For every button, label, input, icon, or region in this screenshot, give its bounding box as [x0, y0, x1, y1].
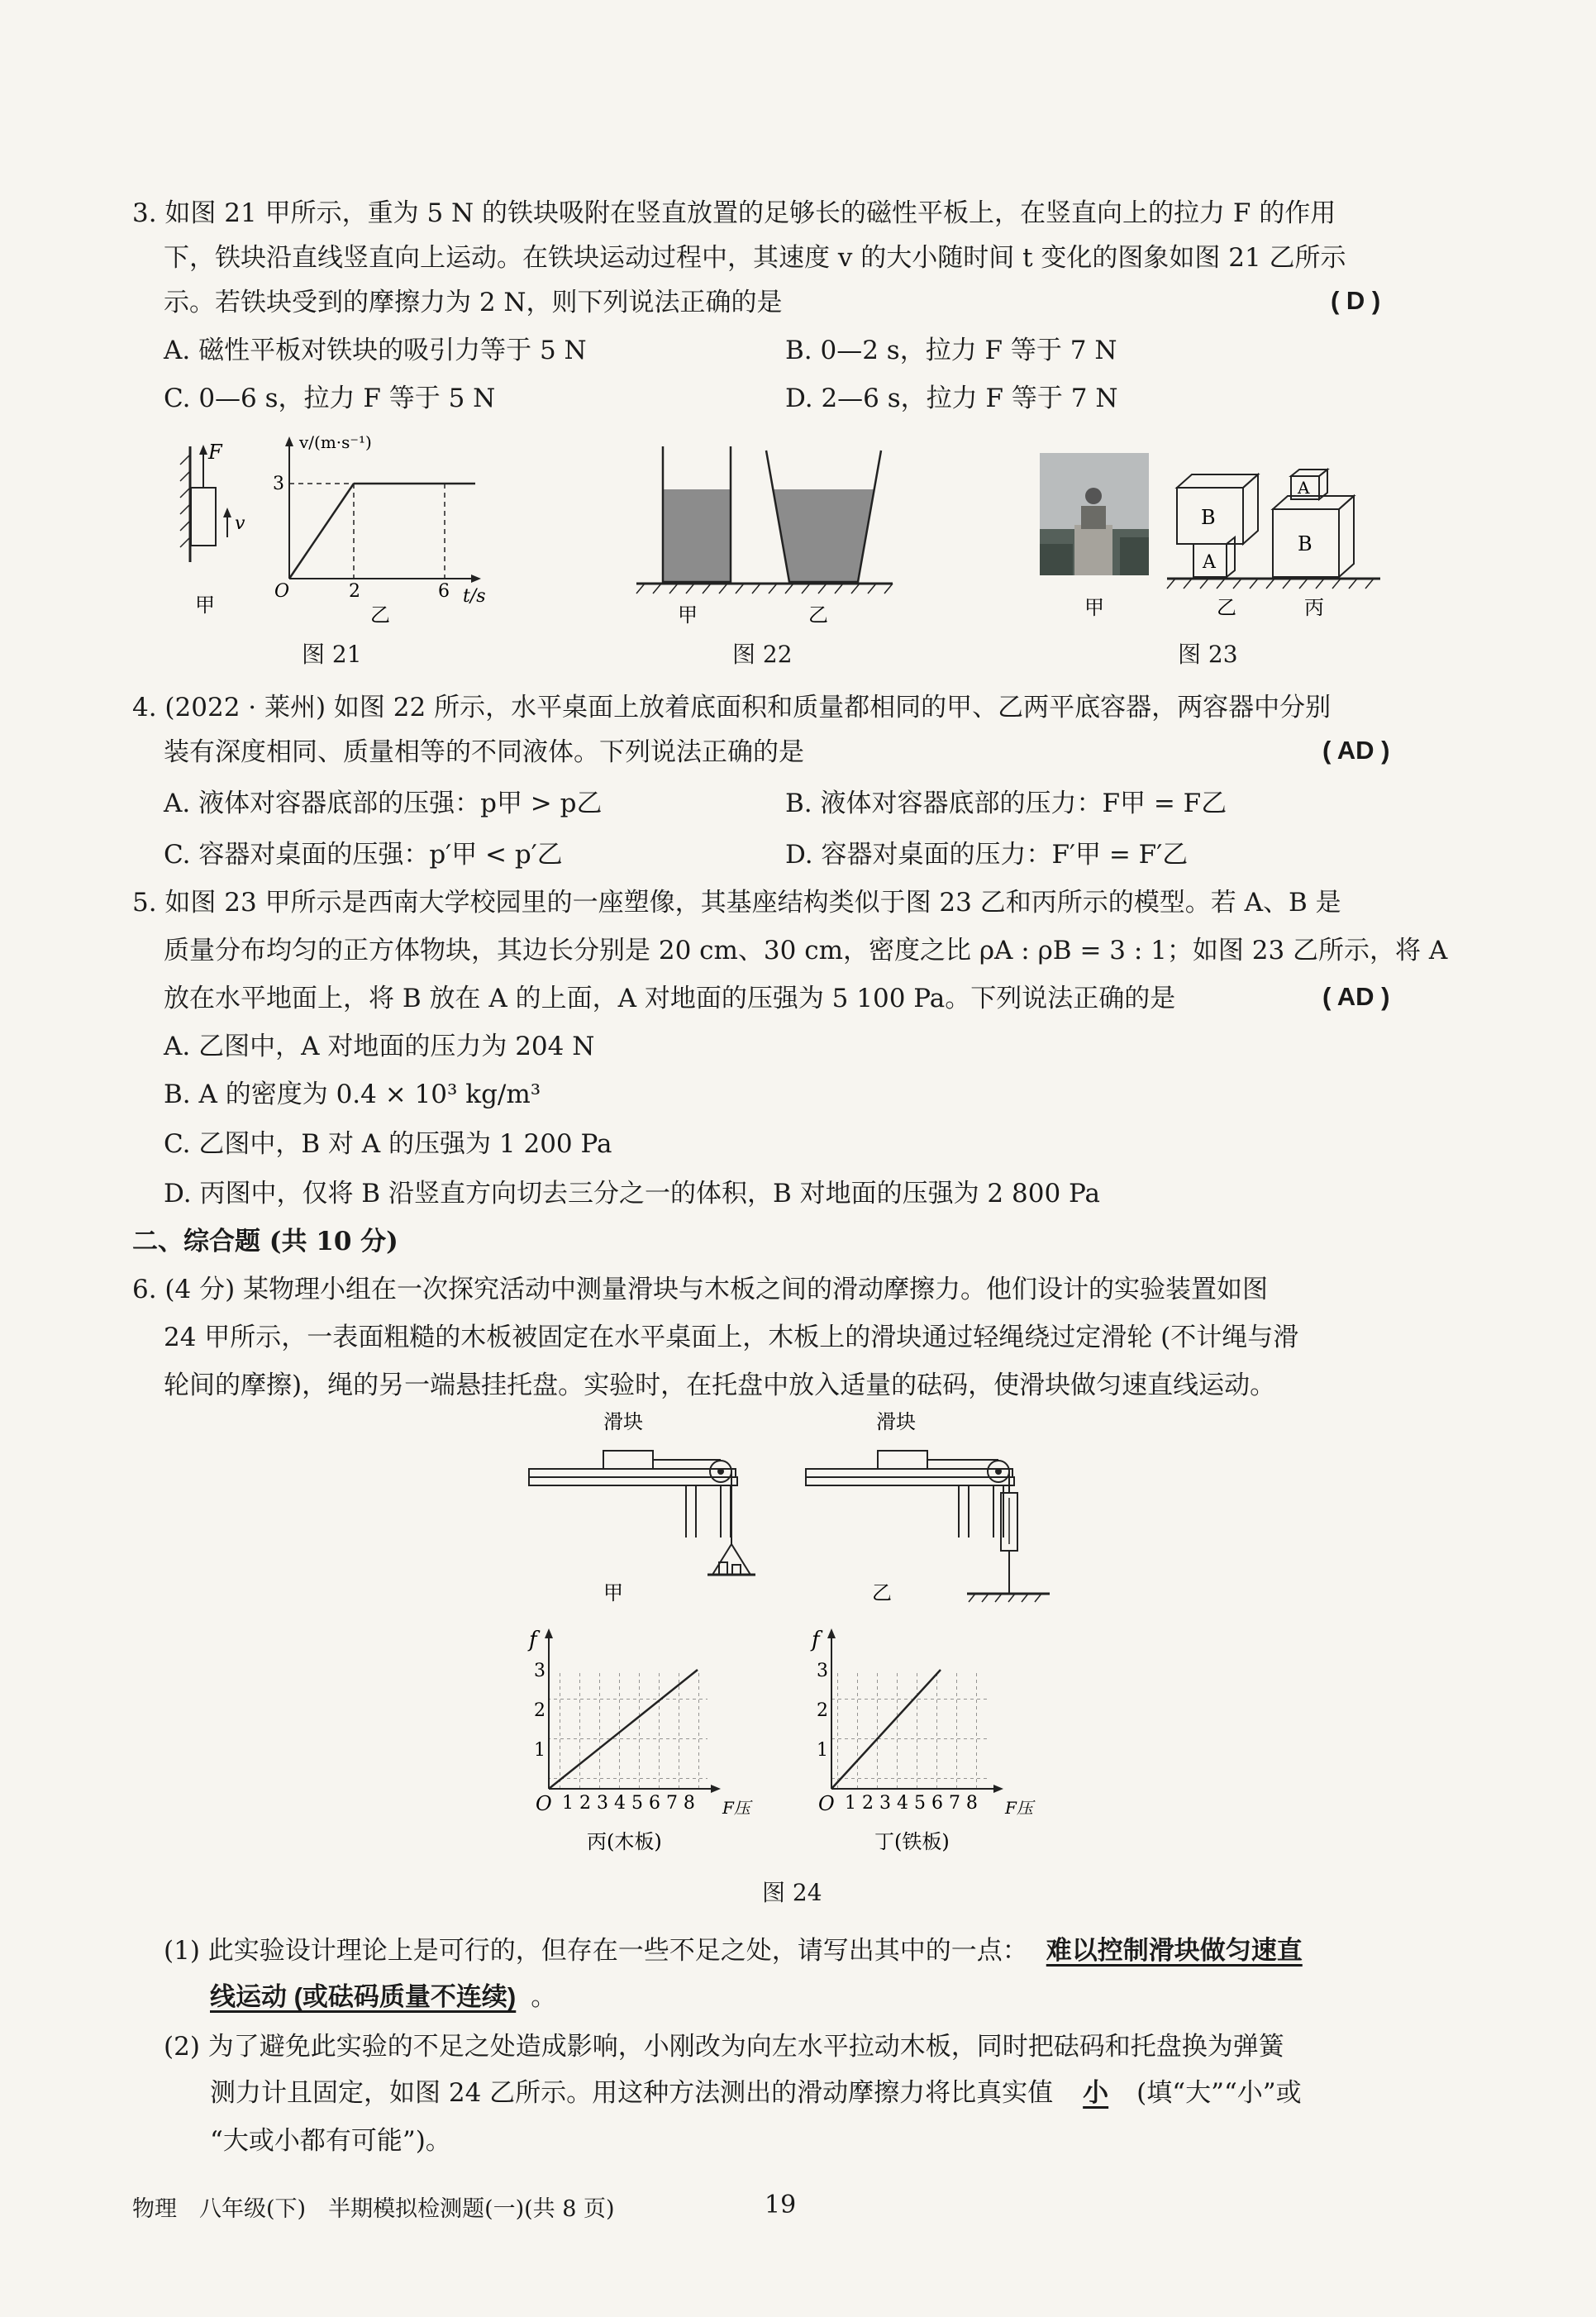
q6-part1-line-1 — [164, 1934, 1303, 1967]
fig24-bing-y3: 3 — [534, 1661, 545, 1681]
fig21-accel-segment — [289, 484, 354, 579]
q6-part2-fill: 小 — [1083, 2078, 1109, 2107]
q6-line-3: 轮间的摩擦)，绳的另一端悬挂托盘。实验时，在托盘中放入适量的砝码，使滑块做匀速直线运动。 — [164, 1371, 1276, 1400]
q4-option-b: B. 液体对容器底部的压力：F甲 = F乙 — [785, 789, 1227, 818]
q6-part2-line-2 — [210, 2076, 1302, 2110]
fig23-yi-label: 乙 — [1217, 596, 1236, 619]
fig24-bing-origin: O — [536, 1792, 552, 1815]
q4-line-2: 装有深度相同、质量相等的不同液体。下列说法正确的是 — [164, 737, 804, 767]
figure-23-caption: 图 23 — [1178, 641, 1238, 668]
fig24-ding-xticks: 1 2 3 4 5 6 7 8 — [845, 1793, 978, 1814]
q6-part1-fill-a: 难以控制滑块做匀速直 — [1046, 1936, 1303, 1965]
q5-option-a: A. 乙图中，A 对地面的压力为 204 N — [164, 1032, 595, 1061]
fig21-y-tick-3: 3 — [273, 474, 284, 494]
q6-part2-line-1: (2) 为了避免此实验的不足之处造成影响，小刚改为向左水平拉动木板，同时把砝码和托盘换为弹簧 — [164, 2032, 1284, 2062]
q6-part1-prefix: (1) 此实验设计理论上是可行的，但存在一些不足之处，请写出其中的一点： — [164, 1936, 1028, 1966]
q3-option-a: A. 磁性平板对铁块的吸引力等于 5 N — [164, 336, 587, 365]
fig24-jia-label: 甲 — [603, 1581, 623, 1604]
q5-line-3: 放在水平地面上，将 B 放在 A 的上面，A 对地面的压强为 5 100 Pa。下列说法正确的是 — [164, 984, 1176, 1013]
q3-line-3: 示。若铁块受到的摩擦力为 2 N，则下列说法正确的是 — [164, 288, 783, 317]
fig21-x-tick-2: 2 — [349, 581, 360, 602]
figure-24-graphs — [521, 1620, 1083, 1860]
fig24-ding-y3: 3 — [817, 1661, 828, 1681]
fig24-bing-y1: 1 — [534, 1740, 545, 1761]
fig23-bing-label: 丙 — [1304, 596, 1324, 619]
statue-photo — [1040, 453, 1149, 575]
q6-part2-prefix: 测力计且固定，如图 24 乙所示。用这种方法测出的滑动摩擦力将比真实值 — [210, 2078, 1054, 2108]
figure-24-apparatus — [521, 1405, 1083, 1604]
fig24-ding-xlabel: F压 — [1005, 1798, 1033, 1818]
fig21-x-axis-label: t/s — [463, 586, 486, 607]
fig24-bing-caption: 丙(木板) — [587, 1830, 662, 1853]
figure-22 — [628, 438, 901, 628]
q5-line-2: 质量分布均匀的正方体物块，其边长分别是 20 cm、30 cm，密度之比 ρA : ρB = 3 : 1；如图 23 乙所示，将 A — [164, 936, 1448, 965]
q6-line-1: 6. (4 分) 某物理小组在一次探究活动中测量滑块与木板之间的滑动摩擦力。他们设计的实验装置如图 — [132, 1275, 1269, 1304]
footer-text: 物理 八年级(下) 半期模拟检测题(一)(共 8 页) — [132, 2196, 615, 2222]
figure-21-caption: 图 21 — [302, 641, 362, 668]
q6-line-2: 24 甲所示，一表面粗糙的木板被固定在水平桌面上，木板上的滑块通过轻绳绕过定滑轮 (不计绳与滑 — [164, 1323, 1299, 1352]
fig21-F-label: F — [208, 441, 222, 464]
q3-answer: ( D ) — [1331, 286, 1381, 315]
fig24-yi-label: 乙 — [872, 1581, 892, 1604]
fig24-bing-xlabel: F压 — [722, 1798, 750, 1818]
q4-line-1: 4. (2022 · 莱州) 如图 22 所示，水平桌面上放着底面积和质量都相同的甲、乙两平底容器，两容器中分别 — [132, 693, 1332, 722]
fig21-v-label: v — [235, 513, 245, 534]
fig24-slider-label-yi: 滑块 — [876, 1410, 916, 1433]
q6-part2-line-3: “大或小都有可能”)。 — [210, 2126, 451, 2156]
fig24-slider-label-jia: 滑块 — [603, 1410, 643, 1433]
q4-option-c: C. 容器对桌面的压强：p′甲 < p′乙 — [164, 840, 563, 870]
q3-option-d: D. 2—6 s，拉力 F 等于 7 N — [785, 384, 1118, 413]
page-number: 19 — [765, 2191, 797, 2219]
fig23-A-bing: A — [1298, 478, 1310, 498]
q4-option-d: D. 容器对桌面的压力：F′甲 = F′乙 — [785, 840, 1189, 870]
q5-option-c: C. 乙图中，B 对 A 的压强为 1 200 Pa — [164, 1129, 612, 1159]
fig24-ding-f-label: f — [812, 1628, 820, 1652]
q6-part1-fill-b: 线运动 (或砝码质量不连续) — [210, 1982, 517, 2011]
fig24-bing-f-label: f — [529, 1628, 537, 1652]
fig21-y-axis-label: v/(m·s⁻¹) — [299, 432, 372, 452]
figure-21 — [165, 430, 512, 628]
q3-option-c: C. 0—6 s，拉力 F 等于 5 N — [164, 384, 496, 413]
fig24-ding-y2: 2 — [817, 1700, 828, 1721]
fig23-B-large: B — [1201, 506, 1216, 529]
fig24-ding-y1: 1 — [817, 1740, 828, 1761]
q3-option-b: B. 0—2 s，拉力 F 等于 7 N — [785, 336, 1117, 365]
q5-option-b: B. A 的密度为 0.4 × 10³ kg/m³ — [164, 1080, 541, 1109]
q5-answer: ( AD ) — [1322, 982, 1390, 1011]
fig24-bing-xticks: 1 2 3 4 5 6 7 8 — [562, 1793, 695, 1814]
fig21-origin: O — [274, 581, 290, 602]
q4-option-a: A. 液体对容器底部的压强：p甲 > p乙 — [164, 789, 603, 818]
fig24-ding-caption: 丁(铁板) — [874, 1830, 950, 1853]
fig22-yi-label: 乙 — [808, 603, 828, 627]
fig21-yi-label: 乙 — [370, 603, 390, 627]
q6-part1-line-2 — [210, 1981, 556, 2014]
fig23-A-small: A — [1203, 552, 1216, 573]
q4-answer: ( AD ) — [1322, 736, 1390, 765]
fig23-jia-label: 甲 — [1084, 596, 1104, 619]
q5-option-d: D. 丙图中，仅将 B 沿竖直方向切去三分之一的体积，B 对地面的压强为 2 800 Pa — [164, 1179, 1100, 1209]
q6-part2-suffix: (填“大”“小”或 — [1136, 2078, 1302, 2108]
q3-line-1: 3. 如图 21 甲所示，重为 5 N 的铁块吸附在竖直放置的足够长的磁性平板上，在竖直向上的拉力 F 的作用 — [132, 198, 1336, 228]
fig22-jia-label: 甲 — [678, 603, 698, 627]
fig21-x-tick-6: 6 — [438, 581, 450, 602]
fig24-bing-y2: 2 — [534, 1700, 545, 1721]
q3-line-2: 下，铁块沿直线竖直向上运动。在铁块运动过程中，其速度 v 的大小随时间 t 变化的图象如图 21 乙所示 — [164, 243, 1346, 273]
q6-part1-end: 。 — [531, 1982, 557, 2012]
fig24-ding-origin: O — [818, 1792, 835, 1815]
fig23-B-bing: B — [1298, 532, 1313, 555]
fig21-jia-label: 甲 — [195, 594, 215, 617]
section-heading: 二、综合题 (共 10 分) — [132, 1227, 398, 1256]
figure-24-caption: 图 24 — [762, 1879, 822, 1906]
q5-line-1: 5. 如图 23 甲所示是西南大学校园里的一座塑像，其基座结构类似于图 23 乙和丙所示的模型。若 A、B 是 — [132, 888, 1341, 918]
figure-23 — [1033, 446, 1397, 624]
figure-22-caption: 图 22 — [732, 641, 793, 668]
